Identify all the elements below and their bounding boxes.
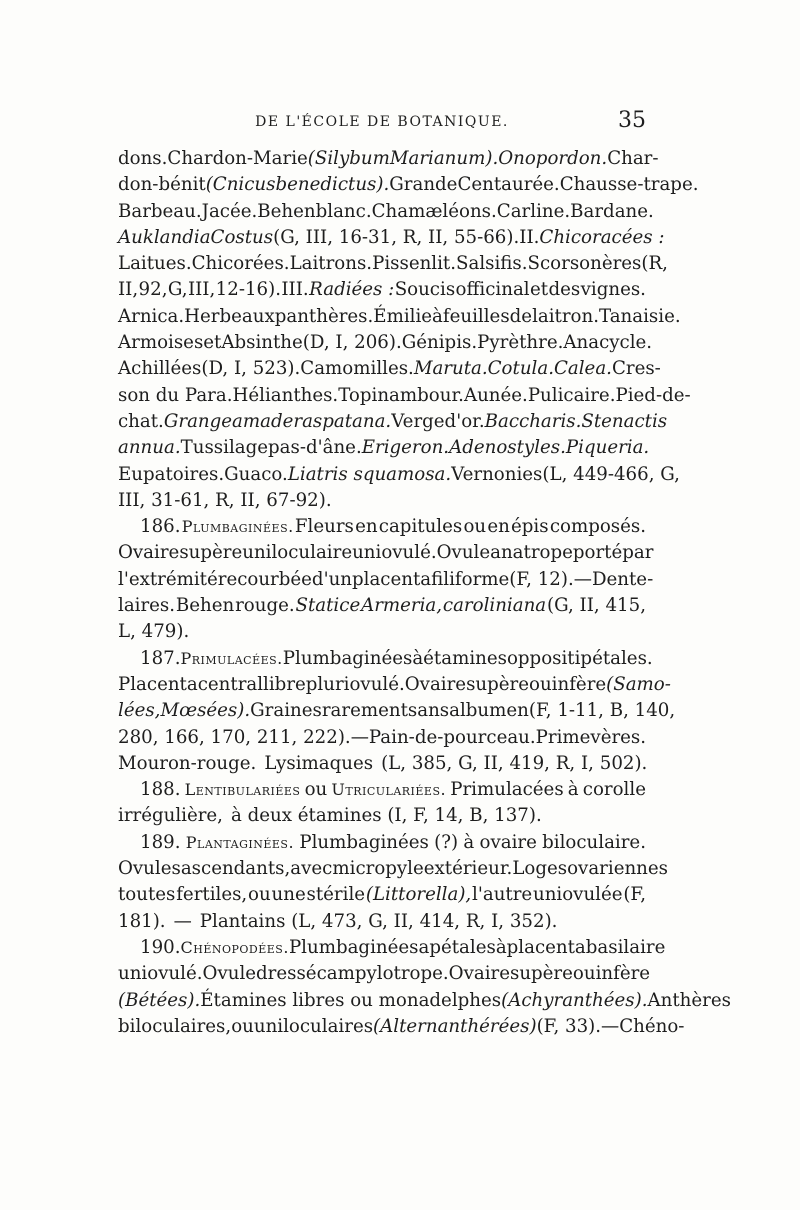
text-line <box>118 830 646 856</box>
text-segment: uniovulé. <box>118 963 203 985</box>
text-segment: Primulacées. <box>180 648 283 668</box>
text-segment: Erigeron. <box>361 437 450 459</box>
text-segment: Armeria, <box>361 595 443 617</box>
text-segment: chat. <box>118 410 164 432</box>
text-segment: Camomilles. <box>300 358 414 380</box>
text-segment: lées, <box>118 700 161 722</box>
text-segment: Centaurée. <box>457 174 560 196</box>
text-segment: et <box>203 332 222 354</box>
text-segment: apétales <box>418 936 496 958</box>
text-segment: Plumbaginées. <box>181 517 294 537</box>
text-segment: vignes. <box>580 279 646 301</box>
text-segment: Guaco. <box>224 463 288 485</box>
text-segment: 186. <box>140 516 181 538</box>
text-segment: Tanaisie. <box>599 305 681 327</box>
text-segment: Piqueria. <box>565 437 650 459</box>
text-line <box>118 619 646 645</box>
text-segment: et <box>530 279 549 301</box>
text-segment: Pyrèthre. <box>477 332 564 354</box>
text-segment: recourbée <box>217 568 312 590</box>
text-segment: Mouron-rouge. <box>118 752 257 774</box>
text-segment: à <box>432 305 443 327</box>
text-line <box>118 409 668 435</box>
text-line <box>118 803 646 829</box>
text-segment: — <box>601 1015 620 1037</box>
text-segment: (L, 385, G, II, 419, R, I, 502). <box>381 752 648 774</box>
text-segment: 181). <box>118 910 166 932</box>
text-line <box>118 698 676 724</box>
text-segment: ou <box>304 779 328 801</box>
text-segment: aux <box>241 305 275 327</box>
text-segment: par <box>622 542 654 564</box>
text-segment: Baccharis. <box>484 410 582 432</box>
text-segment: ou <box>529 673 552 695</box>
text-segment: Absinthe <box>221 332 303 354</box>
text-segment: Pain-de-pourceau. <box>368 726 536 748</box>
text-segment: Pissenlit. <box>372 253 457 275</box>
text-segment: Loges <box>512 858 568 880</box>
text-segment: Scorsonères <box>527 253 642 275</box>
running-header <box>118 108 646 140</box>
text-line <box>118 383 691 409</box>
text-segment: Mœsées). <box>160 700 251 722</box>
text-segment: II, <box>118 279 139 301</box>
text-line <box>118 882 646 908</box>
text-segment: Armoises <box>118 332 204 354</box>
text-segment: micropyle <box>332 858 424 880</box>
text-segment: Marianum). <box>389 148 499 169</box>
text-segment: sans <box>407 700 450 722</box>
text-line <box>118 961 651 987</box>
text-segment: Chardon-Marie <box>167 148 308 169</box>
text-segment: rouge. <box>235 595 295 617</box>
text-segment: de <box>509 305 533 327</box>
text-segment: 190. <box>140 936 181 958</box>
text-segment: supère <box>466 673 529 695</box>
text-segment: Pulicaire. <box>527 384 616 406</box>
text-segment: (Achyranthées). <box>501 989 648 1011</box>
text-segment: 188. <box>140 779 181 801</box>
text-segment: Liatris squamosa. <box>287 463 452 485</box>
text-segment: Grande <box>389 174 458 196</box>
text-segment: une <box>271 884 306 906</box>
text-segment: (F, 33). <box>536 1015 602 1037</box>
text-segment: Plantaginées. <box>185 832 295 852</box>
text-segment: placenta <box>506 936 586 958</box>
text-segment: Primulacées <box>450 779 564 801</box>
text-segment: à <box>412 647 424 669</box>
text-line <box>118 751 646 777</box>
text-segment: biloculaire. <box>542 831 646 853</box>
text-segment: basilaire <box>585 936 666 958</box>
text-segment: placenta <box>352 568 432 590</box>
text-segment: Chéno- <box>619 1015 685 1037</box>
text-line <box>118 777 646 803</box>
text-segment: extérieur. <box>423 858 513 880</box>
text-segment: supère <box>509 963 573 985</box>
text-segment: 189. <box>140 831 181 853</box>
text-segment: Salsifis. <box>456 253 528 275</box>
text-segment: Plumbaginées <box>299 831 429 853</box>
text-segment: Anthères <box>647 989 731 1011</box>
text-segment: d'un <box>311 568 352 590</box>
text-line <box>118 646 653 672</box>
text-segment: feuilles <box>442 305 510 327</box>
text-segment: ou <box>248 884 271 906</box>
text-segment: Eupatoires. <box>118 463 225 485</box>
text-segment: toutes <box>118 884 176 906</box>
text-segment: uniloculaire <box>242 542 353 564</box>
text-line <box>118 277 646 303</box>
text-line <box>118 988 731 1014</box>
text-segment: Ovule <box>202 963 257 985</box>
text-segment: (Bétées). <box>118 989 201 1011</box>
text-segment: Pied-de- <box>615 384 691 406</box>
text-segment: Stenactis <box>581 410 668 432</box>
text-segment: stérile <box>306 884 366 906</box>
text-segment: Plumbaginées <box>282 647 413 669</box>
text-segment: Fleurs <box>294 516 354 538</box>
text-segment: Arnica. <box>118 305 185 327</box>
text-line <box>118 1014 685 1040</box>
text-segment: oppositipétales. <box>506 647 653 669</box>
text-segment: Vernonies <box>451 463 543 485</box>
text-segment: Char- <box>607 148 659 169</box>
text-segment: Cres- <box>611 358 661 380</box>
header-title: DE L'ÉCOLE DE BOTANIQUE. <box>255 114 509 130</box>
text-segment: infère <box>551 673 607 695</box>
text-segment: (L, 449-466, G, <box>542 463 680 485</box>
text-segment: l'extrémité <box>118 568 218 590</box>
text-segment: III. <box>281 279 309 301</box>
text-segment: l'autre <box>472 884 533 906</box>
text-segment: corolle <box>582 779 646 801</box>
text-segment: Chénopodées. <box>180 937 289 957</box>
text-segment: benedictus). <box>275 174 390 196</box>
text-segment: avec <box>290 858 333 880</box>
text-segment: 187. <box>140 647 181 669</box>
text-segment: supère <box>179 542 243 564</box>
text-segment: Herbe <box>184 305 242 327</box>
text-segment: campylotrope. <box>316 963 449 985</box>
text-segment: Hélianthes. <box>232 384 339 406</box>
text-segment: Dente- <box>591 568 654 590</box>
text-segment: (D, I, 523). <box>201 358 301 380</box>
text-line <box>118 199 654 225</box>
text-segment: biloculaires, <box>118 1015 232 1037</box>
text-line <box>118 330 653 356</box>
text-segment: à <box>495 936 507 958</box>
text-segment: central <box>197 673 264 695</box>
text-segment: Chicoracées : <box>539 226 665 248</box>
text-segment: Tussilage <box>180 437 269 459</box>
text-segment: Radiées : <box>309 279 395 301</box>
text-line <box>118 172 699 198</box>
text-segment: 12-16). <box>215 279 281 301</box>
text-segment: Achillées <box>118 358 202 380</box>
text-segment: uniloculaires <box>253 1015 374 1037</box>
text-segment: des <box>548 279 581 301</box>
text-segment: Grangea <box>163 410 243 432</box>
text-segment: épis <box>511 516 549 538</box>
text-segment: porté <box>572 542 623 564</box>
text-segment: annua. <box>118 437 181 459</box>
text-segment: III, 31-61, R, II, 67-92). <box>118 489 332 511</box>
text-segment: 280, 166, 170, 211, 222). <box>118 726 351 748</box>
text-segment: Adenostyles. <box>449 437 566 459</box>
text-segment: Placenta <box>118 673 198 695</box>
text-segment: Jacée. <box>201 200 258 222</box>
text-segment: Barbeau. <box>118 200 202 222</box>
text-segment: Primevères. <box>535 726 647 748</box>
text-line <box>118 856 668 882</box>
text-segment: pluriovulé. <box>305 673 405 695</box>
text-segment: à deux étamines (I, F, 14, B, 137). <box>230 805 542 827</box>
text-segment: L, 479). <box>118 621 190 643</box>
page-number: 35 <box>618 108 646 133</box>
text-segment: maderaspatana. <box>242 410 392 432</box>
text-line <box>118 725 646 751</box>
text-segment: Cotula. <box>487 358 554 380</box>
text-segment: Behen <box>257 200 316 222</box>
text-segment: (Cnicus <box>205 174 276 196</box>
text-segment: don-bénit <box>118 174 206 196</box>
text-segment: Auklandia <box>118 226 211 248</box>
text-segment: (F, <box>623 884 646 906</box>
text-segment: Chicorées. <box>191 253 290 275</box>
text-line <box>118 462 680 488</box>
text-segment: à <box>463 831 475 853</box>
text-segment: anatrope <box>490 542 573 564</box>
text-segment: caroliniana <box>442 595 547 617</box>
text-segment: Génipis. <box>401 332 478 354</box>
text-segment: ovariennes <box>567 858 668 880</box>
text-segment: Bardane. <box>570 200 654 222</box>
text-segment: Ovaire <box>404 673 467 695</box>
text-segment: étamines <box>423 647 507 669</box>
text-segment: (F, 1-11, B, 140, <box>528 700 676 722</box>
text-segment: — <box>350 726 369 748</box>
text-segment: Anacycle. <box>563 332 653 354</box>
text-segment: Aunée. <box>463 384 528 406</box>
text-segment: Calea. <box>553 358 612 380</box>
text-segment: Lentibulariées <box>184 780 301 800</box>
text-segment: panthères. <box>274 305 374 327</box>
text-segment: Ovule <box>436 542 491 564</box>
text-segment: composés. <box>549 516 646 538</box>
text-segment: uniovulé. <box>352 542 437 564</box>
text-line <box>118 593 646 619</box>
text-segment: (G, II, 415, <box>547 595 646 617</box>
text-segment: Statice <box>295 595 361 617</box>
text-segment: dressé <box>256 963 317 985</box>
text-segment: Lysimaques <box>264 752 374 774</box>
text-segment: Utriculariées. <box>331 780 447 800</box>
text-segment: dons. <box>118 148 168 169</box>
text-line <box>118 146 659 172</box>
text-segment: (Littorella), <box>365 884 472 906</box>
text-line <box>118 251 668 277</box>
text-segment: à <box>567 779 579 801</box>
text-segment: officinal <box>455 279 530 301</box>
text-segment: (G, III, 16-31, R, II, 55-66). <box>273 226 520 248</box>
text-line <box>118 225 665 251</box>
text-segment: Ovaire <box>448 963 510 985</box>
text-segment: (R, <box>641 253 668 275</box>
text-segment: Laitues. <box>118 253 192 275</box>
text-segment: — <box>573 568 592 590</box>
text-segment: libre <box>263 673 306 695</box>
text-segment: en <box>487 516 510 538</box>
text-segment: Graines <box>250 700 322 722</box>
text-segment: ovaire <box>479 831 537 853</box>
text-line <box>118 514 646 540</box>
text-segment: irrégulière, <box>118 805 223 827</box>
text-segment: Soucis <box>394 279 456 301</box>
text-segment: — <box>173 910 192 932</box>
text-segment: albumen <box>449 700 529 722</box>
text-segment: Chausse-trape. <box>559 174 699 196</box>
text-segment: Étamines libres ou monadelphes <box>200 989 502 1011</box>
text-line <box>118 435 650 461</box>
text-segment: (?) <box>434 831 459 853</box>
text-segment: (D, I, 206). <box>302 332 402 354</box>
text-segment: Maruta. <box>413 358 488 380</box>
text-segment: d'or. <box>444 410 485 432</box>
text-segment: Émilie <box>373 305 433 327</box>
text-segment: son du Para. <box>118 384 233 406</box>
text-line <box>118 304 681 330</box>
text-segment: filiforme <box>431 568 510 590</box>
text-segment: Laitrons. <box>289 253 373 275</box>
text-segment: ou <box>463 516 487 538</box>
text-line <box>118 540 654 566</box>
text-segment: fertiles, <box>176 884 248 906</box>
text-segment: blanc. <box>315 200 372 222</box>
text-segment: Verge <box>391 410 445 432</box>
text-segment: (Silybum <box>307 148 390 169</box>
text-segment: Behen <box>175 595 235 617</box>
text-segment: Onopordon. <box>498 148 608 169</box>
text-segment: Carline. <box>496 200 571 222</box>
text-segment: laires. <box>118 595 176 617</box>
text-segment: infère <box>595 963 651 985</box>
text-line <box>118 567 654 593</box>
text-line <box>118 672 671 698</box>
text-segment: capitules <box>378 516 463 538</box>
text-segment: Ovaire <box>118 542 180 564</box>
text-segment: G, <box>167 279 188 301</box>
text-segment: Plumbaginées <box>288 936 419 958</box>
text-line <box>118 488 646 514</box>
text-segment: (Samo- <box>606 673 671 695</box>
text-segment: uniovulée <box>532 884 623 906</box>
text-segment: II. <box>519 226 540 248</box>
text-segment: pas-d'âne. <box>268 437 362 459</box>
text-segment: ou <box>231 1015 254 1037</box>
text-segment: III, <box>187 279 216 301</box>
text-segment: Topinambour. <box>338 384 464 406</box>
text-segment: laitron. <box>532 305 599 327</box>
text-segment: rarement <box>321 700 408 722</box>
text-segment: Chamæléons. <box>371 200 497 222</box>
text-line <box>118 935 666 961</box>
text-segment: ou <box>572 963 596 985</box>
text-segment: en <box>355 516 378 538</box>
text-line <box>118 909 646 935</box>
page-body <box>118 146 731 1040</box>
text-segment: 92, <box>138 279 168 301</box>
text-segment: Ovules <box>118 858 181 880</box>
text-segment: (F, 12). <box>509 568 574 590</box>
text-line <box>118 356 661 382</box>
text-segment: (Alternanthérées) <box>373 1015 537 1037</box>
text-segment: Plantains (L, 473, G, II, 414, R, I, 352). <box>199 910 558 932</box>
text-segment: ascendants, <box>180 858 291 880</box>
text-segment: Costus <box>210 226 274 248</box>
